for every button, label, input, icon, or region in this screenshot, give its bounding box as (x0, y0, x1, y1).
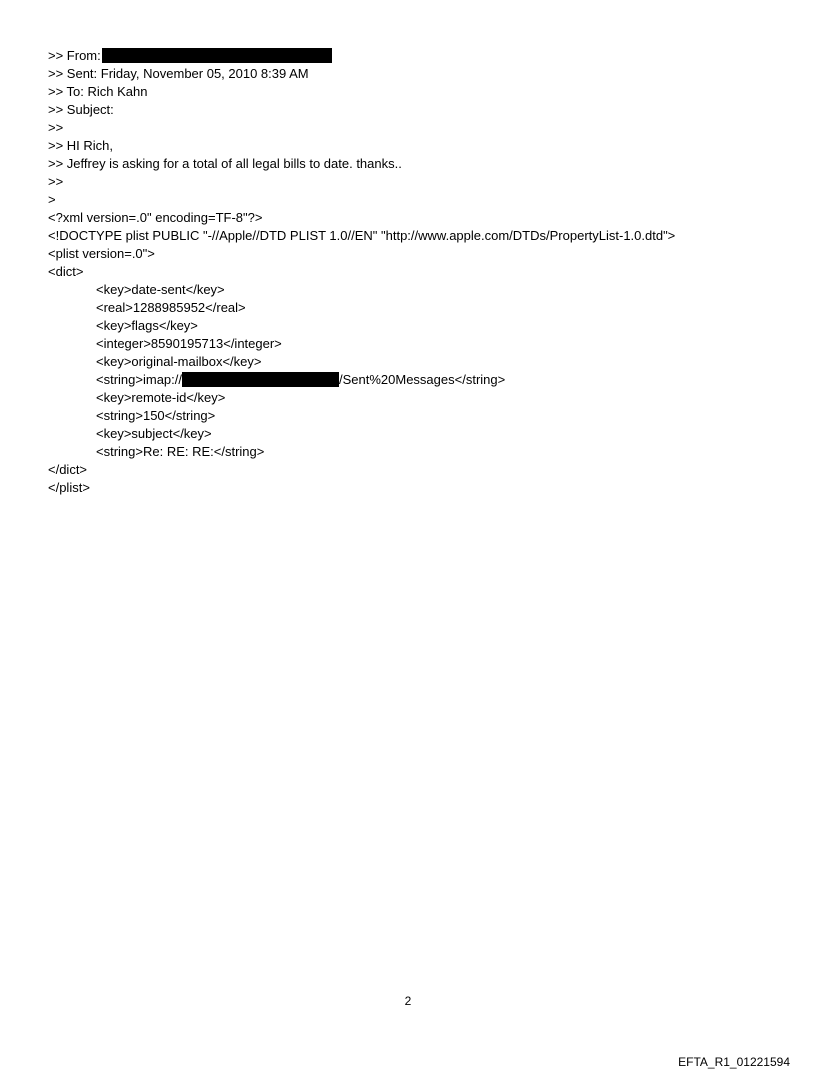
imap-prefix: <string>imap:// (96, 372, 182, 387)
plist-entry: <key>date-sent</key> (96, 282, 225, 297)
plist-entry: <real>1288985952</real> (96, 300, 246, 315)
plist-close-tag: </plist> (48, 480, 90, 495)
sent-line: >> Sent: Friday, November 05, 2010 8:39 AM (48, 66, 309, 81)
doctype-line: <!DOCTYPE plist PUBLIC "-//Apple//DTD PLIST 1.0//EN" "http://www.apple.com/DTDs/PropertyList-1.0.dtd"> (48, 228, 676, 243)
body-line: >> Jeffrey is asking for a total of all legal bills to date. thanks.. (48, 156, 402, 171)
quote-blank-line: >> (48, 174, 64, 189)
quote-blank-line: >> (48, 120, 64, 135)
page-number: 2 (404, 994, 412, 1008)
plist-entry: <key>subject</key> (96, 426, 212, 441)
imap-suffix: /Sent%20Messages</string> (339, 372, 506, 387)
plist-entry: <string>Re: RE: RE:</string> (96, 444, 265, 459)
plist-entry: <integer>8590195713</integer> (96, 336, 282, 351)
redacted-sender (102, 48, 332, 63)
from-line (48, 47, 788, 65)
plist-open-tag: <plist version=.0"> (48, 246, 155, 261)
plist-entry: <string>150</string> (96, 408, 216, 423)
xml-declaration: <?xml version=.0" encoding=TF-8"?> (48, 210, 263, 225)
to-line: >> To: Rich Kahn (48, 84, 148, 99)
plist-entry: <key>remote-id</key> (96, 390, 226, 405)
plist-entry-mailbox (48, 371, 788, 389)
greeting-line: >> HI Rich, (48, 138, 114, 153)
redacted-mailbox (182, 372, 339, 387)
from-label: >> From: (48, 48, 101, 63)
quote-blank-line: > (48, 192, 56, 207)
dict-close-tag: </dict> (48, 462, 88, 477)
email-text-block (48, 47, 788, 497)
plist-entry: <key>original-mailbox</key> (96, 354, 262, 369)
bates-number: EFTA_R1_01221594 (678, 1055, 790, 1069)
subject-line: >> Subject: (48, 102, 114, 117)
dict-open-tag: <dict> (48, 264, 84, 279)
plist-entry: <key>flags</key> (96, 318, 198, 333)
